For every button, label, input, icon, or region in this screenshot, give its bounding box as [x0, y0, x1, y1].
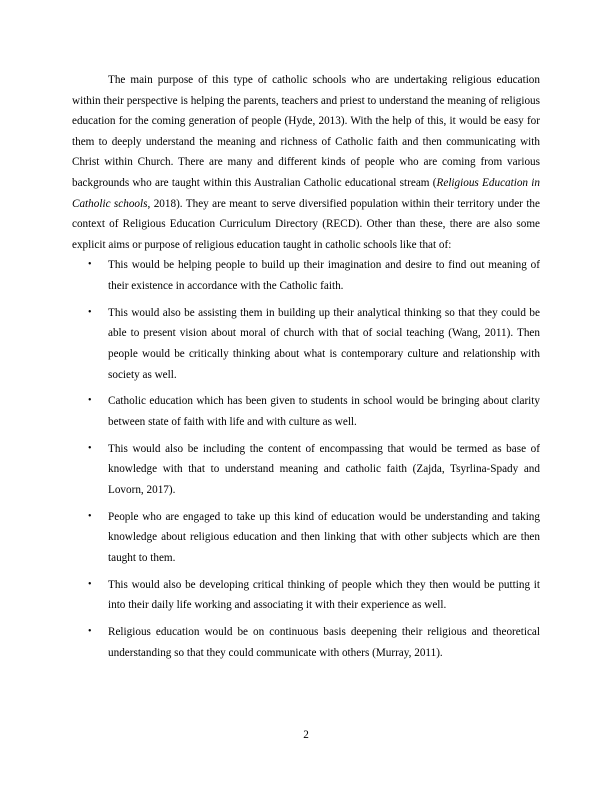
page-content — [72, 70, 540, 663]
intro-italic-title: Religious Education in Catholic schools — [72, 176, 541, 210]
list-item — [72, 507, 540, 569]
list-item-text: This would also be including the content of encompassing that would be termed as base of knowledge with that to understand meaning and catholic faith (Zajda, Tsyrlina-Spady and Lovorn, 2017). — [108, 442, 540, 496]
list-item-text: This would also be assisting them in building up their analytical thinking so that they could be able to present vision about moral of church with that of social teaching (Wang, 2011). Then people would be critically thinking about what is contemporary culture and relationship with society as well. — [108, 306, 540, 381]
list-item-text: Catholic education which has been given to students in school would be bringing about clarity between state of faith with life and with culture as well. — [108, 395, 540, 428]
list-item-text: This would be helping people to build up their imagination and desire to find out meaning of their existence in accordance with the Catholic faith. — [108, 259, 540, 292]
list-item-text: Religious education would be on continuous basis deepening their religious and theoretical understanding so that they could communicate with others (Murray, 2011). — [108, 625, 540, 659]
list-item — [72, 575, 540, 616]
list-item — [72, 303, 540, 385]
list-item — [72, 622, 540, 663]
list-item — [72, 439, 540, 501]
bullet-icon: • — [88, 510, 92, 522]
list-item — [72, 391, 540, 432]
bullet-list — [72, 255, 540, 663]
list-item-text: People who are engaged to take up this kind of education would be understanding and taking knowledge about religious education and then linking that with other subjects which are then taught to them. — [108, 510, 540, 564]
bullet-icon: • — [88, 259, 92, 271]
bullet-icon: • — [88, 442, 92, 454]
bullet-icon: • — [88, 395, 92, 407]
intro-text-part2: , 2018). They are meant to serve diversified population within their territory under the context of Religious Education Curriculum Directory (RECD). Other than these, there are also some explicit aims or purpose of religious education taught in catholic schools like that of: — [72, 197, 540, 251]
intro-paragraph — [72, 70, 540, 255]
list-item — [72, 255, 540, 296]
list-item-text: This would also be developing critical thinking of people which they then would be putting it into their daily life working and associating it with their experience as well. — [108, 578, 540, 612]
page-number: 2 — [303, 729, 309, 741]
bullet-icon: • — [88, 306, 92, 318]
bullet-icon: • — [88, 625, 92, 637]
bullet-icon: • — [88, 578, 92, 590]
intro-text-part1: The main purpose of this type of catholic schools who are undertaking religious education within their perspective is helping the parents, teachers and priest to understand the meaning of religious education for the coming generation of people (Hyde, 2013). With the help of this, it would be easy for them to deeply understand the meaning and richness of Catholic faith and then communicating with Christ within Church. There are many and different kinds of people who are coming from various backgrounds who are taught within this Australian Catholic educational stream ( — [72, 74, 540, 189]
